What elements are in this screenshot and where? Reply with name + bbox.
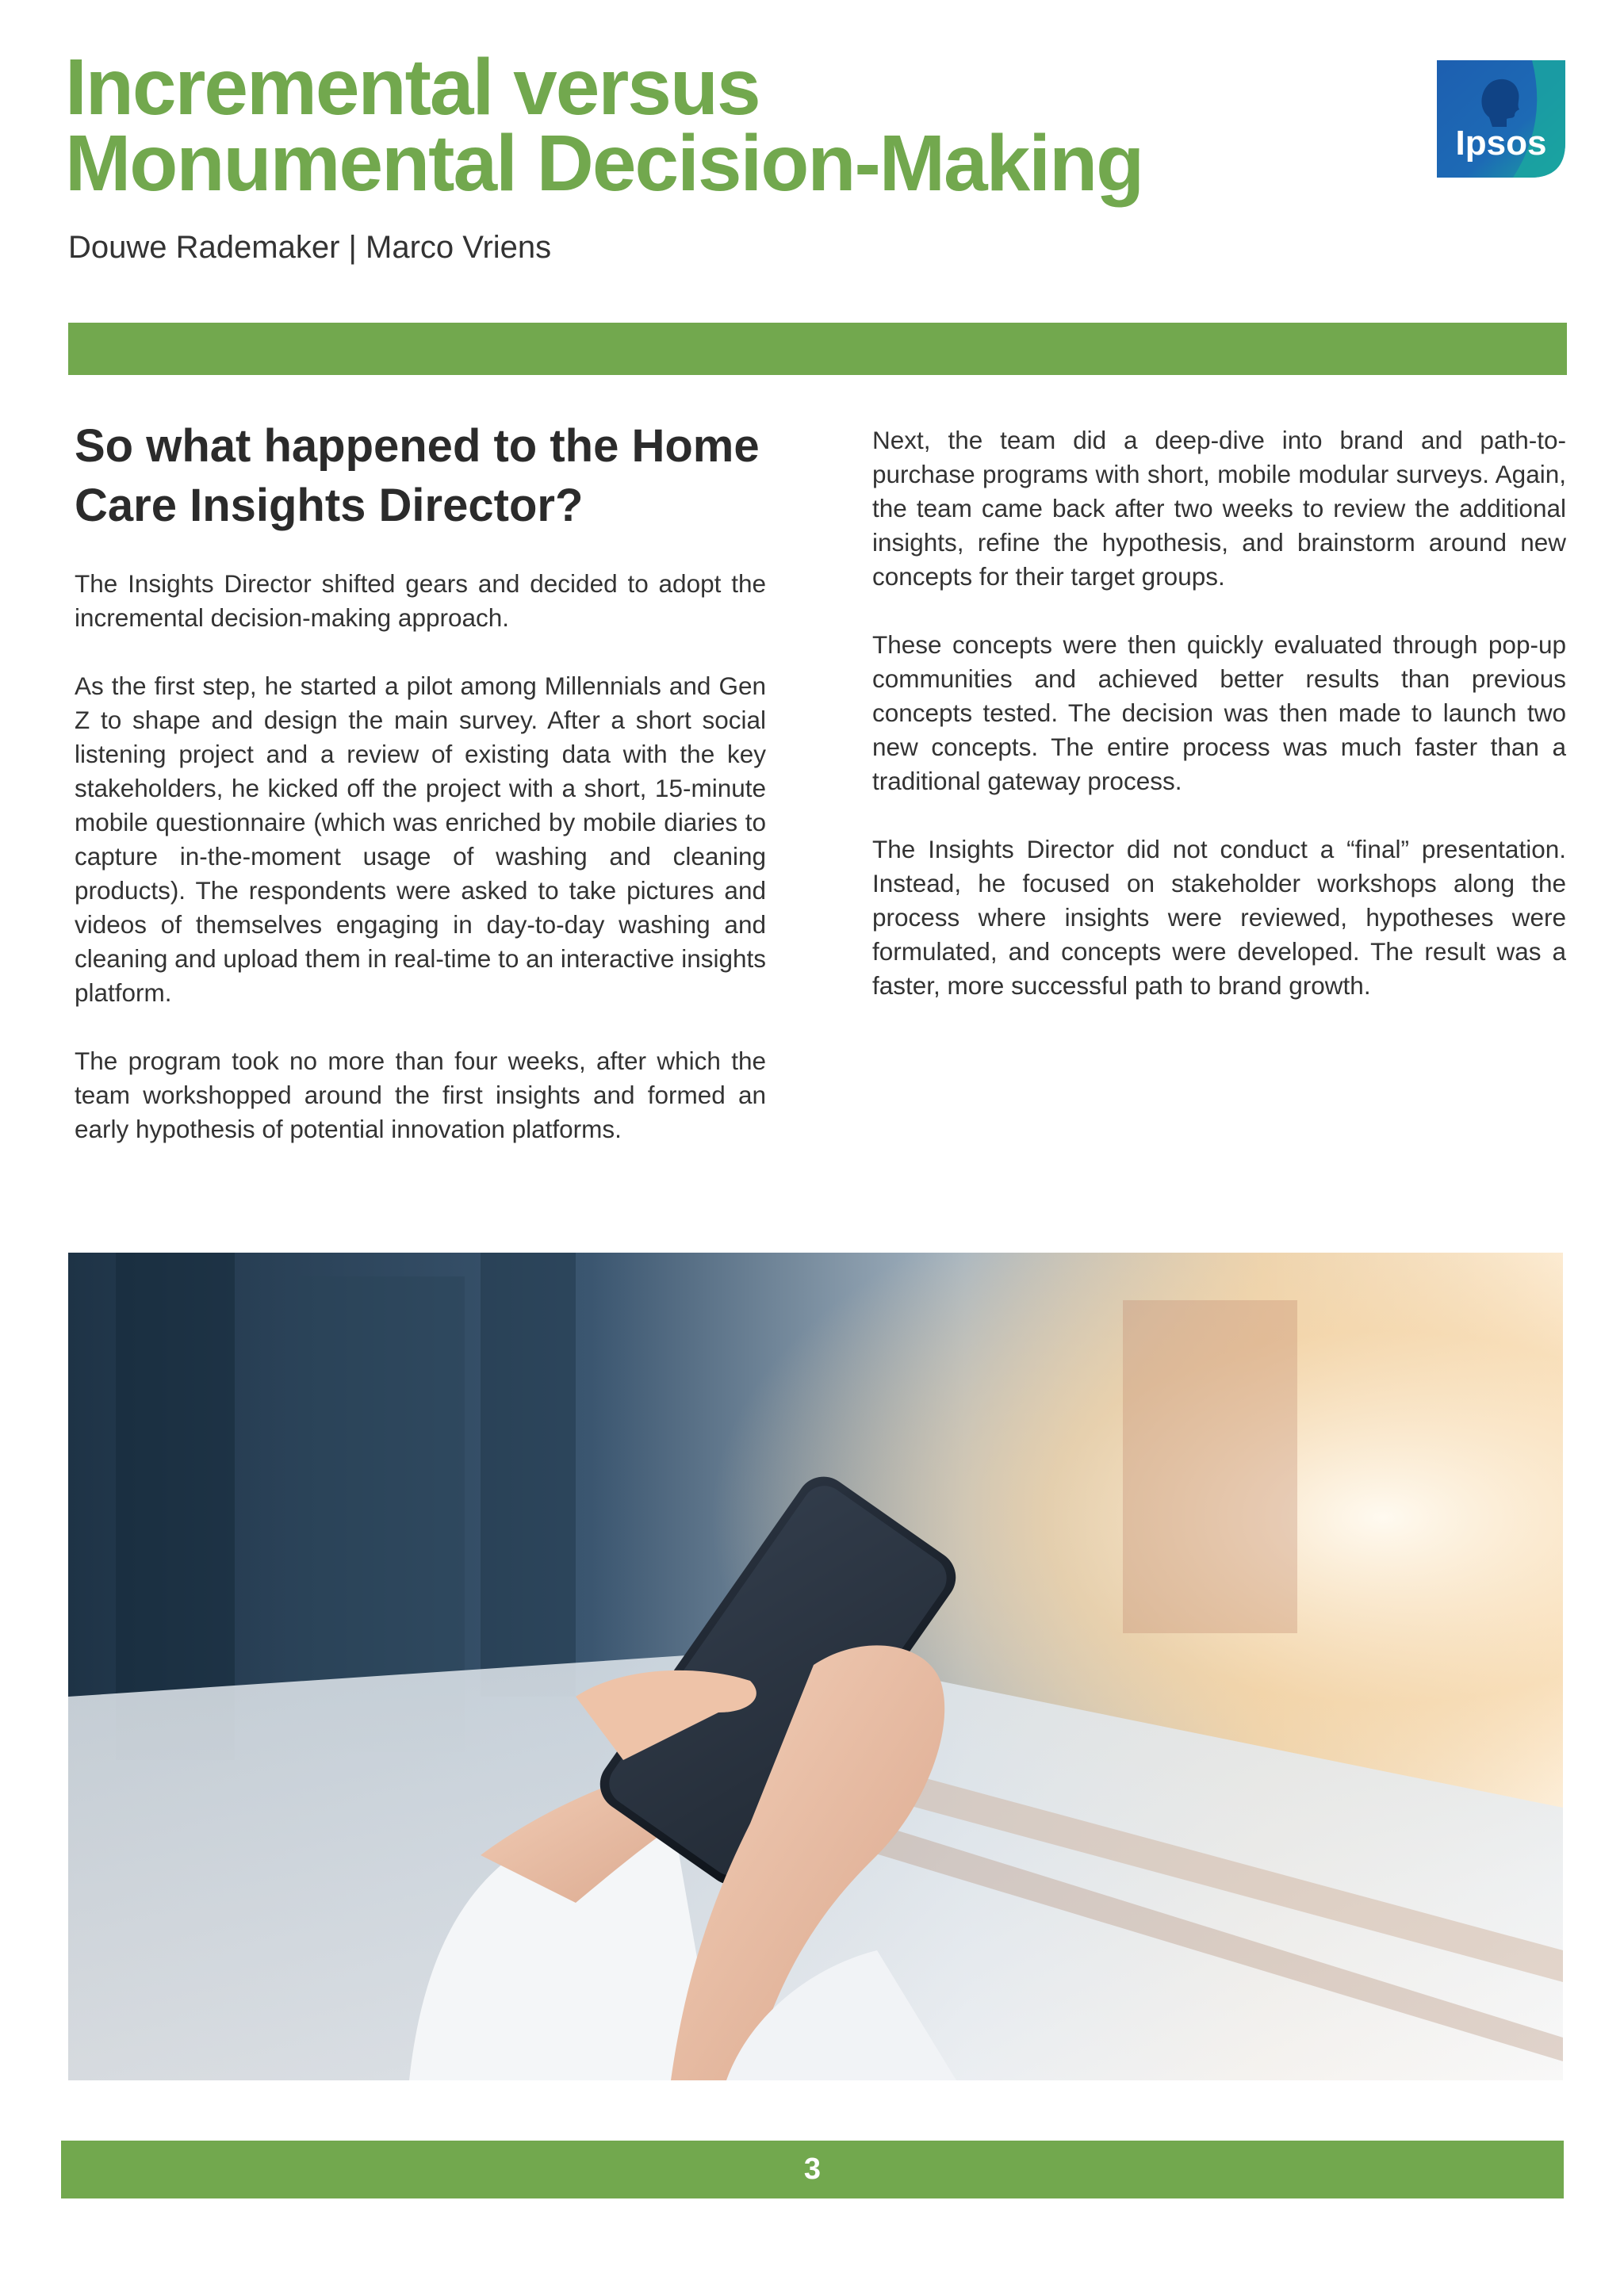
header-divider-band bbox=[68, 323, 1567, 375]
hands-holding-smartphone-photo bbox=[68, 1253, 1563, 2080]
right-paragraph-2: These concepts were then quickly evaluated through pop-up communities and achieved better results than previous concepts tested. The decision was then made to launch two new concepts. The entire process was much faster than a traditional gateway process. bbox=[872, 630, 1566, 795]
authors: Douwe Rademaker | Marco Vriens bbox=[68, 230, 552, 265]
left-paragraph-3: The program took no more than four weeks, after which the team workshopped around the first insights and formed an early hypothesis of potential innovation platforms. bbox=[75, 1047, 766, 1143]
left-paragraph-2: As the first step, he started a pilot among Millennials and Gen Z to shape and design the main survey. After a short social listening project and a review of existing data with the key stakeholders, he kicked off the project with a short, 15-minute mobile questionnaire (which was enriched by mobile diaries to capture in-the-moment usage of washing and cleaning products). The respondents were asked to take pictures and videos of themselves engaging in day-to-day washing and cleaning and upload them in real-time to an interactive insights platform. bbox=[75, 672, 767, 1007]
logo-text: Ipsos bbox=[1455, 124, 1547, 163]
section-heading: So what happened to the Home Care Insights Director? bbox=[75, 420, 760, 531]
footer-band bbox=[61, 2141, 1564, 2198]
left-column bbox=[75, 416, 766, 1181]
left-paragraph-1: The Insights Director shifted gears and decided to adopt the incremental decision-making approach. bbox=[75, 569, 766, 632]
page-number: 3 bbox=[803, 2152, 822, 2186]
ipsos-logo bbox=[1437, 60, 1565, 178]
document-title bbox=[65, 43, 1334, 208]
title-line-2: Monumental Decision-Making bbox=[65, 119, 1143, 208]
right-column bbox=[872, 423, 1566, 1037]
title-line-1: Incremental versus bbox=[65, 43, 760, 132]
right-paragraph-3: The Insights Director did not conduct a “final” presentation. Instead, he focused on stakeholder workshops along the process where insights were reviewed, hypotheses were formulated, and concepts were developed. The result was a faster, more successful path to brand growth. bbox=[872, 835, 1566, 1000]
photo-illustration bbox=[68, 1253, 1563, 2080]
right-paragraph-1: Next, the team did a deep-dive into brand and path-to-purchase programs with short, mobile modular surveys. Again, the team came back after two weeks to review the additional insights, refine the hypothesis, and brainstorm around new concepts for their target groups. bbox=[872, 426, 1566, 591]
